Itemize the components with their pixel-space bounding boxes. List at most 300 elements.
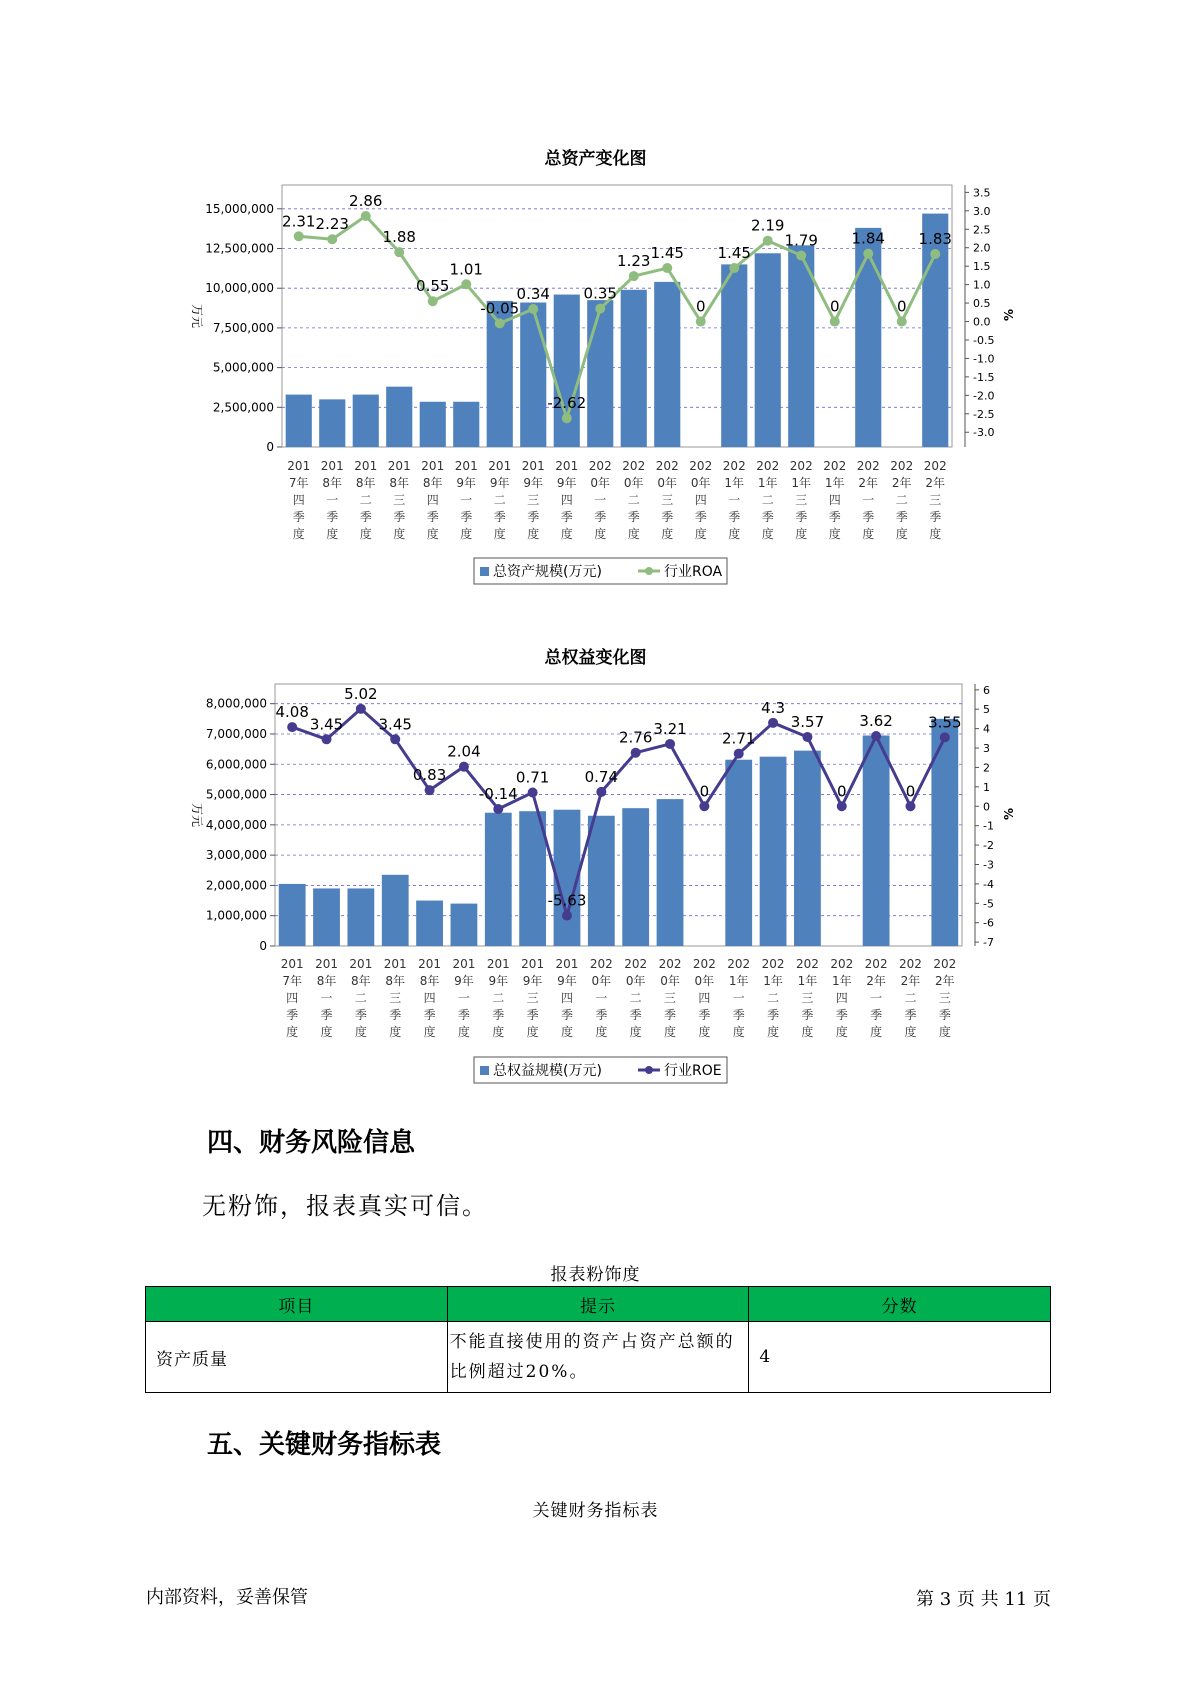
legend-line-marker xyxy=(645,1066,653,1074)
x-tick-label: 201 xyxy=(354,459,378,473)
y2-tick-label: 3.5 xyxy=(973,186,991,200)
x-tick-label: 季 xyxy=(627,510,640,524)
y-tick-label: 15,000,000 xyxy=(205,201,274,216)
x-tick-label: 季 xyxy=(560,1008,573,1022)
x-tick-label: 季 xyxy=(938,1008,951,1022)
x-tick-label: 9年 xyxy=(454,974,474,988)
line-point xyxy=(428,296,438,306)
line-point xyxy=(631,748,641,758)
x-tick-label: 1年 xyxy=(724,476,745,490)
data-label: 1.79 xyxy=(784,231,818,250)
line-point xyxy=(763,236,773,246)
x-tick-label: 一 xyxy=(862,493,875,507)
x-tick-label: 季 xyxy=(862,510,875,524)
bar xyxy=(319,399,345,447)
line-point xyxy=(596,787,606,797)
bar xyxy=(621,290,647,447)
x-tick-label: 8年 xyxy=(322,476,343,490)
x-tick-label: 季 xyxy=(870,1008,883,1022)
line-point xyxy=(327,234,337,244)
x-tick-label: 度 xyxy=(389,1025,402,1039)
line-point xyxy=(595,304,605,314)
x-tick-label: 202 xyxy=(761,957,785,971)
data-label: -0.05 xyxy=(480,299,520,318)
legend-line-label: 行业ROE xyxy=(664,1063,722,1079)
x-tick-label: 三 xyxy=(801,991,814,1005)
x-tick-label: 1年 xyxy=(757,476,778,490)
y2-tick-label: 3 xyxy=(983,742,990,756)
x-tick-label: 四 xyxy=(560,493,573,507)
y-tick-label: 5,000,000 xyxy=(205,787,267,802)
x-tick-label: 202 xyxy=(823,459,847,473)
line-point xyxy=(562,413,572,423)
section-heading-financial-risk: 四、财务风险信息 xyxy=(207,1128,416,1158)
x-tick-label: 度 xyxy=(493,527,506,541)
x-tick-label: 度 xyxy=(326,527,339,541)
cell-item: 资产质量 xyxy=(146,1322,448,1393)
x-tick-label: 201 xyxy=(454,459,478,473)
line-point xyxy=(425,785,435,795)
x-tick-label: 季 xyxy=(393,510,406,524)
x-tick-label: 度 xyxy=(527,527,540,541)
data-label: 1.45 xyxy=(650,244,684,263)
x-tick-label: 四 xyxy=(835,991,848,1005)
x-tick-label: 2年 xyxy=(858,476,879,490)
x-tick-label: 201 xyxy=(383,957,407,971)
x-tick-label: 二 xyxy=(895,493,908,507)
line-point xyxy=(394,247,404,257)
x-tick-label: 度 xyxy=(393,527,406,541)
x-tick-label: 季 xyxy=(389,1008,402,1022)
y2-tick-label: 2.5 xyxy=(973,223,991,237)
x-tick-label: 四 xyxy=(698,991,711,1005)
x-tick-label: 二 xyxy=(627,493,640,507)
data-label: 0.35 xyxy=(583,284,617,303)
bar xyxy=(721,264,747,447)
bar xyxy=(279,884,306,946)
line-point xyxy=(361,211,371,221)
x-tick-label: 二 xyxy=(904,991,917,1005)
y2-tick-label: 2 xyxy=(983,761,990,775)
data-label: 0 xyxy=(699,782,710,801)
line-point xyxy=(287,722,297,732)
bar xyxy=(657,799,684,946)
data-label: -5.63 xyxy=(547,891,587,910)
x-tick-label: 9年 xyxy=(523,476,544,490)
x-tick-label: 202 xyxy=(933,957,957,971)
line-point xyxy=(495,318,505,328)
legend-bar-swatch xyxy=(480,1066,489,1075)
x-tick-label: 8年 xyxy=(316,974,337,988)
x-tick-label: 季 xyxy=(828,510,841,524)
y2-tick-label: 0 xyxy=(983,800,990,814)
header-hint: 提示 xyxy=(447,1287,749,1322)
bar xyxy=(453,402,479,447)
data-label: 1.83 xyxy=(918,230,952,249)
line-point xyxy=(629,271,639,281)
y2-tick-label: 0.5 xyxy=(973,297,991,311)
line-point xyxy=(729,263,739,273)
data-label: -2.62 xyxy=(547,394,587,413)
x-tick-label: 三 xyxy=(526,991,539,1005)
x-tick-label: 季 xyxy=(761,510,774,524)
x-tick-label: 度 xyxy=(320,1025,333,1039)
line-point xyxy=(897,317,907,327)
data-label: 0.71 xyxy=(515,768,550,787)
bar xyxy=(382,875,409,946)
chart-title-total-equity: 总权益变化图 xyxy=(544,648,647,668)
x-tick-label: 2年 xyxy=(900,974,921,988)
data-label: 4.3 xyxy=(761,698,786,717)
x-tick-label: 9年 xyxy=(556,476,577,490)
x-tick-label: 三 xyxy=(929,493,942,507)
y-tick-label: 6,000,000 xyxy=(205,757,267,772)
line-point xyxy=(699,801,709,811)
x-tick-label: 1年 xyxy=(831,974,852,988)
x-tick-label: 二 xyxy=(492,991,505,1005)
legend xyxy=(474,558,727,584)
x-tick-label: 1年 xyxy=(791,476,812,490)
y2-tick-label: -1.0 xyxy=(973,352,995,366)
data-label: 0 xyxy=(829,297,840,316)
x-tick-label: 一 xyxy=(732,991,745,1005)
total-equity-chart xyxy=(0,668,1191,1088)
x-tick-label: 度 xyxy=(292,527,305,541)
x-tick-label: 201 xyxy=(280,957,304,971)
table-caption-key-indicators: 关键财务指标表 xyxy=(532,1501,659,1521)
data-label: 3.45 xyxy=(309,715,344,734)
x-tick-label: 度 xyxy=(560,1025,573,1039)
y2-tick-label: -4 xyxy=(983,877,994,891)
x-tick-label: 季 xyxy=(801,1008,814,1022)
x-tick-label: 季 xyxy=(320,1008,333,1022)
data-label: 2.76 xyxy=(618,728,653,747)
y-tick-label: 12,500,000 xyxy=(205,241,274,256)
x-tick-label: 0年 xyxy=(623,476,644,490)
x-tick-label: 1年 xyxy=(797,974,818,988)
x-tick-label: 三 xyxy=(527,493,540,507)
x-tick-label: 0年 xyxy=(660,974,680,988)
y-axis-unit-label: 万元 xyxy=(190,303,204,329)
x-tick-label: 202 xyxy=(589,957,613,971)
x-tick-label: 201 xyxy=(320,459,344,473)
bar xyxy=(554,295,580,447)
x-tick-label: 度 xyxy=(492,1025,505,1039)
line-point xyxy=(940,732,950,742)
x-tick-label: 201 xyxy=(315,957,338,971)
x-tick-label: 三 xyxy=(664,991,677,1005)
data-label: 1.01 xyxy=(449,260,483,279)
line-point xyxy=(662,263,672,273)
x-tick-label: 9年 xyxy=(557,974,577,988)
x-tick-label: 202 xyxy=(864,957,888,971)
x-tick-label: 度 xyxy=(627,527,640,541)
data-label: 3.55 xyxy=(928,713,962,732)
x-tick-label: 度 xyxy=(870,1025,883,1039)
y-tick-label: 8,000,000 xyxy=(205,696,267,711)
y2-tick-label: -7 xyxy=(983,936,994,950)
x-tick-label: 9年 xyxy=(522,974,543,988)
x-tick-label: 度 xyxy=(828,527,841,541)
y2-tick-label: 5 xyxy=(983,703,990,717)
x-tick-label: 202 xyxy=(622,459,646,473)
line-point xyxy=(322,734,332,744)
x-tick-label: 季 xyxy=(835,1008,848,1022)
x-tick-label: 度 xyxy=(629,1025,642,1039)
x-tick-label: 一 xyxy=(728,493,741,507)
x-tick-label: 二 xyxy=(359,493,372,507)
y-axis-unit-label: 万元 xyxy=(190,802,204,828)
x-tick-label: 度 xyxy=(795,527,808,541)
data-label: 4.08 xyxy=(275,703,309,722)
x-tick-label: 二 xyxy=(493,493,506,507)
x-tick-label: 四 xyxy=(560,991,573,1005)
bar xyxy=(863,735,890,946)
x-tick-label: 201 xyxy=(521,957,545,971)
x-tick-label: 202 xyxy=(689,459,713,473)
x-tick-label: 8年 xyxy=(385,974,406,988)
x-tick-label: 度 xyxy=(460,527,473,541)
line-point xyxy=(871,731,881,741)
legend-bar-swatch xyxy=(480,567,489,576)
x-tick-label: 度 xyxy=(457,1025,470,1039)
x-tick-label: 0年 xyxy=(590,476,611,490)
x-tick-label: 201 xyxy=(387,459,411,473)
section-heading-key-indicators: 五、关键财务指标表 xyxy=(207,1430,442,1460)
y2-tick-label: 1 xyxy=(983,780,990,794)
x-tick-label: 季 xyxy=(527,510,540,524)
y-tick-label: 10,000,000 xyxy=(205,281,274,296)
y2-tick-label: -1.5 xyxy=(973,370,995,384)
bar xyxy=(386,387,412,447)
x-tick-label: 1年 xyxy=(763,974,783,988)
x-tick-label: 季 xyxy=(767,1008,780,1022)
x-tick-label: 度 xyxy=(835,1025,848,1039)
line-point xyxy=(863,249,873,259)
x-tick-label: 四 xyxy=(292,493,305,507)
x-tick-label: 2年 xyxy=(925,476,946,490)
y2-tick-label: 0.0 xyxy=(973,315,991,329)
y-tick-label: 0 xyxy=(266,440,274,454)
x-tick-label: 季 xyxy=(493,510,506,524)
line-point xyxy=(461,279,471,289)
x-tick-label: 201 xyxy=(349,957,373,971)
x-tick-label: 8年 xyxy=(351,974,371,988)
y2-tick-label: -0.5 xyxy=(973,333,995,347)
legend-bar-label: 总权益规模(万元) xyxy=(493,1063,602,1079)
footer-confidential-note: 内部资料，妥善保管 xyxy=(146,1587,308,1608)
bar xyxy=(286,395,312,447)
y-tick-label: 4,000,000 xyxy=(205,817,267,832)
x-tick-label: 202 xyxy=(756,459,780,473)
data-label: 0 xyxy=(896,297,907,316)
line-point xyxy=(830,317,840,327)
total-assets-chart xyxy=(0,170,1191,590)
x-tick-label: 202 xyxy=(655,459,679,473)
legend-line-label: 行业ROA xyxy=(664,564,723,580)
cell-score: 4 xyxy=(749,1322,1051,1393)
x-tick-label: 202 xyxy=(923,459,947,473)
data-label: 1.23 xyxy=(617,252,651,271)
bar xyxy=(451,904,478,946)
plot-area xyxy=(282,185,952,447)
y2-tick-label: 2.0 xyxy=(973,241,991,255)
x-tick-label: 季 xyxy=(732,1008,745,1022)
x-tick-label: 季 xyxy=(694,510,707,524)
y2-tick-label: -3.0 xyxy=(973,426,995,440)
x-tick-label: 度 xyxy=(929,527,942,541)
table-header-row xyxy=(146,1287,1051,1322)
data-label: 2.23 xyxy=(315,215,349,234)
y-tick-label: 3,000,000 xyxy=(205,848,267,863)
data-label: 2.31 xyxy=(282,212,316,231)
x-tick-label: 1年 xyxy=(824,476,845,490)
x-tick-label: 季 xyxy=(595,1008,608,1022)
line-point xyxy=(930,249,940,259)
data-label: 3.21 xyxy=(653,719,687,738)
x-tick-label: 8年 xyxy=(389,476,410,490)
x-tick-label: 三 xyxy=(661,493,674,507)
x-tick-label: 季 xyxy=(326,510,339,524)
x-tick-label: 度 xyxy=(423,1025,436,1039)
line-point xyxy=(528,304,538,314)
y2-tick-label: 6 xyxy=(983,683,990,697)
header-item: 项目 xyxy=(146,1287,448,1322)
x-tick-label: 三 xyxy=(389,991,402,1005)
bar xyxy=(347,888,374,946)
data-label: 3.62 xyxy=(859,712,893,731)
x-tick-label: 201 xyxy=(555,459,579,473)
x-tick-label: 0年 xyxy=(657,476,678,490)
bar xyxy=(755,253,781,447)
risk-conclusion-text: 无粉饰，报表真实可信。 xyxy=(202,1192,488,1220)
footer-page-number: 第 3 页 共 11 页 xyxy=(916,1589,1051,1610)
x-tick-label: 季 xyxy=(929,510,942,524)
data-label: 0.55 xyxy=(416,277,450,296)
y-tick-label: 0 xyxy=(259,939,267,953)
data-label: 0.34 xyxy=(516,284,550,303)
x-tick-label: 度 xyxy=(938,1025,951,1039)
x-tick-label: 2年 xyxy=(866,974,886,988)
data-label: 2.86 xyxy=(349,191,383,210)
table-row xyxy=(146,1322,1051,1393)
legend-line-marker xyxy=(645,567,653,575)
x-tick-label: 202 xyxy=(588,459,612,473)
x-tick-label: 0年 xyxy=(694,974,715,988)
x-tick-label: 季 xyxy=(292,510,305,524)
x-tick-label: 度 xyxy=(694,527,707,541)
x-tick-label: 四 xyxy=(423,991,436,1005)
x-tick-label: 季 xyxy=(664,1008,677,1022)
x-tick-label: 季 xyxy=(526,1008,539,1022)
x-tick-label: 201 xyxy=(287,459,311,473)
bar xyxy=(520,303,546,447)
x-tick-label: 202 xyxy=(722,459,746,473)
line-point xyxy=(459,762,469,772)
data-label: 0 xyxy=(905,782,916,801)
x-tick-label: 四 xyxy=(286,991,299,1005)
y-tick-label: 2,000,000 xyxy=(205,878,267,893)
data-label: 0.83 xyxy=(412,766,447,785)
x-tick-label: 一 xyxy=(460,493,473,507)
table-caption-whitewash: 报表粉饰度 xyxy=(550,1265,641,1285)
x-tick-label: 度 xyxy=(661,527,674,541)
whitewash-table xyxy=(145,1286,1051,1393)
x-tick-label: 度 xyxy=(698,1025,711,1039)
y2-tick-label: -5 xyxy=(983,897,994,911)
x-tick-label: 季 xyxy=(359,510,372,524)
x-tick-label: 一 xyxy=(594,493,607,507)
x-tick-label: 2年 xyxy=(935,974,955,988)
line-point xyxy=(493,804,503,814)
x-tick-label: 202 xyxy=(624,957,648,971)
data-label: 2.71 xyxy=(722,729,756,748)
line-point xyxy=(802,732,812,742)
y2-tick-label: -2.5 xyxy=(973,407,995,421)
x-tick-label: 8年 xyxy=(355,476,376,490)
cell-hint: 不能直接使用的资产占资产总额的比例超过20%。 xyxy=(447,1322,749,1393)
x-tick-label: 一 xyxy=(457,991,470,1005)
data-label: 0.74 xyxy=(584,767,619,786)
line-point xyxy=(837,801,847,811)
header-score: 分数 xyxy=(749,1287,1051,1322)
x-tick-label: 度 xyxy=(595,1025,608,1039)
x-tick-label: 202 xyxy=(830,957,854,971)
x-tick-label: 202 xyxy=(658,957,682,971)
bar xyxy=(760,757,787,946)
line-point xyxy=(528,787,538,797)
x-tick-label: 四 xyxy=(828,493,841,507)
data-label: 0 xyxy=(695,297,706,316)
bar xyxy=(485,813,512,946)
line-point xyxy=(734,749,744,759)
x-tick-label: 度 xyxy=(801,1025,814,1039)
x-tick-label: 一 xyxy=(320,991,333,1005)
x-tick-label: 季 xyxy=(426,510,439,524)
y2-tick-label: -6 xyxy=(983,916,994,930)
y2-tick-label: 4 xyxy=(983,722,990,736)
bar xyxy=(587,300,613,447)
x-tick-label: 7年 xyxy=(288,476,309,490)
x-tick-label: 201 xyxy=(452,957,476,971)
bar xyxy=(420,402,446,447)
x-tick-label: 季 xyxy=(904,1008,917,1022)
x-tick-label: 202 xyxy=(795,957,819,971)
data-label: 1.45 xyxy=(717,244,751,263)
x-tick-label: 202 xyxy=(856,459,880,473)
line-point xyxy=(390,734,400,744)
y-tick-label: 7,500,000 xyxy=(212,320,274,335)
x-tick-label: 度 xyxy=(664,1025,677,1039)
x-tick-label: 二 xyxy=(761,493,774,507)
data-label: 3.57 xyxy=(790,712,825,731)
x-tick-label: 四 xyxy=(694,493,707,507)
bar xyxy=(622,808,649,946)
x-tick-label: 二 xyxy=(354,991,367,1005)
line-point xyxy=(796,250,806,260)
y-tick-label: 1,000,000 xyxy=(205,908,267,923)
x-tick-label: 9年 xyxy=(488,974,509,988)
x-tick-label: 201 xyxy=(488,459,512,473)
x-tick-label: 201 xyxy=(421,459,445,473)
y2-tick-label: 3.0 xyxy=(973,204,991,218)
x-tick-label: 度 xyxy=(354,1025,367,1039)
bar xyxy=(654,282,680,447)
x-tick-label: 201 xyxy=(555,957,579,971)
legend-bar-label: 总资产规模(万元) xyxy=(493,564,602,580)
x-tick-label: 202 xyxy=(727,957,751,971)
x-tick-label: 202 xyxy=(890,459,914,473)
